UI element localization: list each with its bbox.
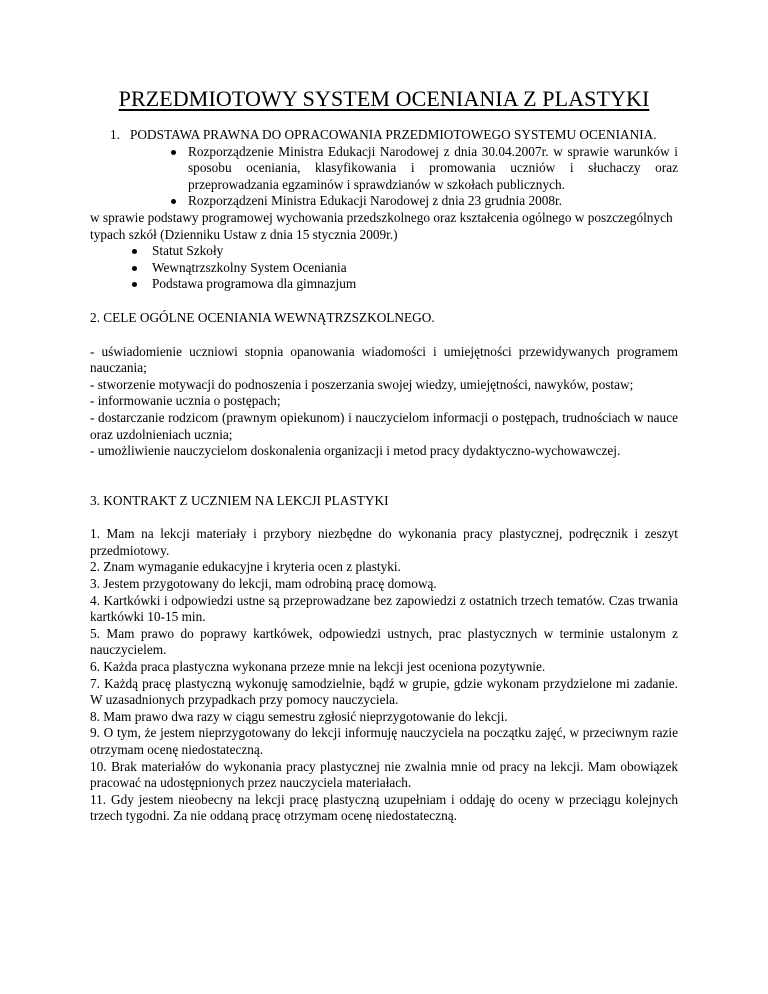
list-item	[90, 193, 678, 210]
list-item-text: Rozporządzenie Ministra Edukacji Narodowej z dnia 30.04.2007r. w sprawie warunków i sposobu oceniania, klasyfikowania i promowania uczniów i słuchaczy oraz przeprowadzania egzaminów i sprawdzianów w szkołach publicznych.	[188, 143, 678, 192]
section-3-item: 11. Gdy jestem nieobecny na lekcji pracę plastyczną uzupełniam i oddaję do oceny w przeciągu kolejnych trzech tygodni. Za nie oddaną pracę otrzymam ocenę niedostateczną.	[90, 791, 678, 824]
bullet-icon	[132, 249, 137, 254]
section-1-heading	[110, 127, 678, 144]
section-3-item: 2. Znam wymaganie edukacyjne i kryteria ocen z plastyki.	[90, 559, 401, 575]
section-2-item: - dostarczanie rodzicom (prawnym opiekunom) i nauczycielom informacji o postępach, trudnościach w nauce oraz uzdolnieniach ucznia;	[90, 409, 678, 442]
section-3-item: 4. Kartkówki i odpowiedzi ustne są przeprowadzane bez zapowiedzi z ostatnich trzech tematów. Czas trwania kartkówki 10-15 min.	[90, 592, 678, 625]
section-1-heading-text: PODSTAWA PRAWNA DO OPRACOWANIA PRZEDMIOTOWEGO SYSTEMU OCENIANIA.	[130, 127, 657, 142]
bullet-icon	[132, 266, 137, 271]
document-title: PRZEDMIOTOWY SYSTEM OCENIANIA Z PLASTYKI	[118, 86, 650, 111]
section-3-item: 9. O tym, że jestem nieprzygotowany do lekcji informuję nauczyciela na początku zajęć, w przeciwnym razie otrzymam ocenę niedostateczną.	[90, 725, 678, 757]
list-item	[90, 243, 678, 260]
section-3-item: 7. Każdą pracę plastyczną wykonuję samodzielnie, bądź w grupie, gdzie wykonam przydzielone mi zadanie. W uzasadnionych przypadkach przy pomocy nauczyciela.	[90, 675, 678, 708]
list-item	[90, 276, 678, 293]
section-1-outer-list	[90, 243, 678, 293]
section-1	[90, 127, 678, 293]
section-3-item: 6. Każda praca plastyczna wykonana przeze mnie na lekcji jest oceniona pozytywnie.	[90, 659, 546, 675]
section-3-item: 8. Mam prawo dwa razy w ciągu semestru zgłosić nieprzygotowanie do lekcji.	[90, 708, 508, 724]
section-2-heading: 2. CELE OGÓLNE OCENIANIA WEWNĄTRZSZKOLNEGO.	[90, 309, 435, 325]
section-3-item: 1. Mam na lekcji materiały i przybory niezbędne do wykonania pracy plastycznej, podręcznik i zeszyt przedmiotowy.	[90, 526, 678, 558]
section-2-item: - umożliwienie nauczycielom doskonalenia organizacji i metod pracy dydaktyczno-wychowawczej.	[90, 443, 621, 459]
section-2-item: - informowanie ucznia o postępach;	[90, 393, 281, 409]
document-body	[90, 127, 678, 825]
section-3-item: 10. Brak materiałów do wykonania pracy plastycznej nie zwalnia mnie od pracy na lekcji. Mam obowiązek pracować na udostępnionych przez nauczyciela materiałach.	[90, 758, 678, 791]
section-2-item: - uświadomienie uczniowi stopnia opanowania wiadomości i umiejętności przewidywanych programem nauczania;	[90, 343, 678, 376]
bullet-icon	[171, 199, 176, 204]
list-item-text: Statut Szkoły	[152, 243, 224, 259]
bullet-icon	[132, 282, 137, 287]
list-item-text: Rozporządzeni Ministra Edukacji Narodowej z dnia 23 grudnia 2008r.	[188, 193, 563, 209]
section-1-continuation: w sprawie podstawy programowej wychowania przedszkolnego oraz kształcenia ogólnego w poszczególnych typach szkół (Dzienniku Ustaw z dnia 15 stycznia 2009r.)	[90, 209, 673, 242]
section-3-item: 3. Jestem przygotowany do lekcji, mam odrobiną pracę domową.	[90, 576, 437, 592]
list-item-text: Wewnątrzszkolny System Oceniania	[152, 259, 347, 275]
list-item	[90, 260, 678, 277]
bullet-icon	[171, 150, 176, 155]
section-1-inner-list	[90, 144, 678, 210]
section-3-heading: 3. KONTRAKT Z UCZNIEM NA LEKCJI PLASTYKI	[90, 492, 389, 508]
section-1-number: 1.	[110, 127, 120, 142]
section-2-item: - stworzenie motywacji do podnoszenia i poszerzania swojej wiedzy, umiejętności, nawyków, postaw;	[90, 376, 634, 392]
section-3	[90, 493, 678, 825]
list-item-text: Podstawa programowa dla gimnazjum	[152, 276, 357, 292]
list-item	[90, 144, 678, 194]
section-3-item: 5. Mam prawo do poprawy kartkówek, odpowiedzi ustnych, prac plastycznych w terminie ustalonym z nauczycielem.	[90, 625, 678, 658]
section-2	[90, 310, 678, 460]
